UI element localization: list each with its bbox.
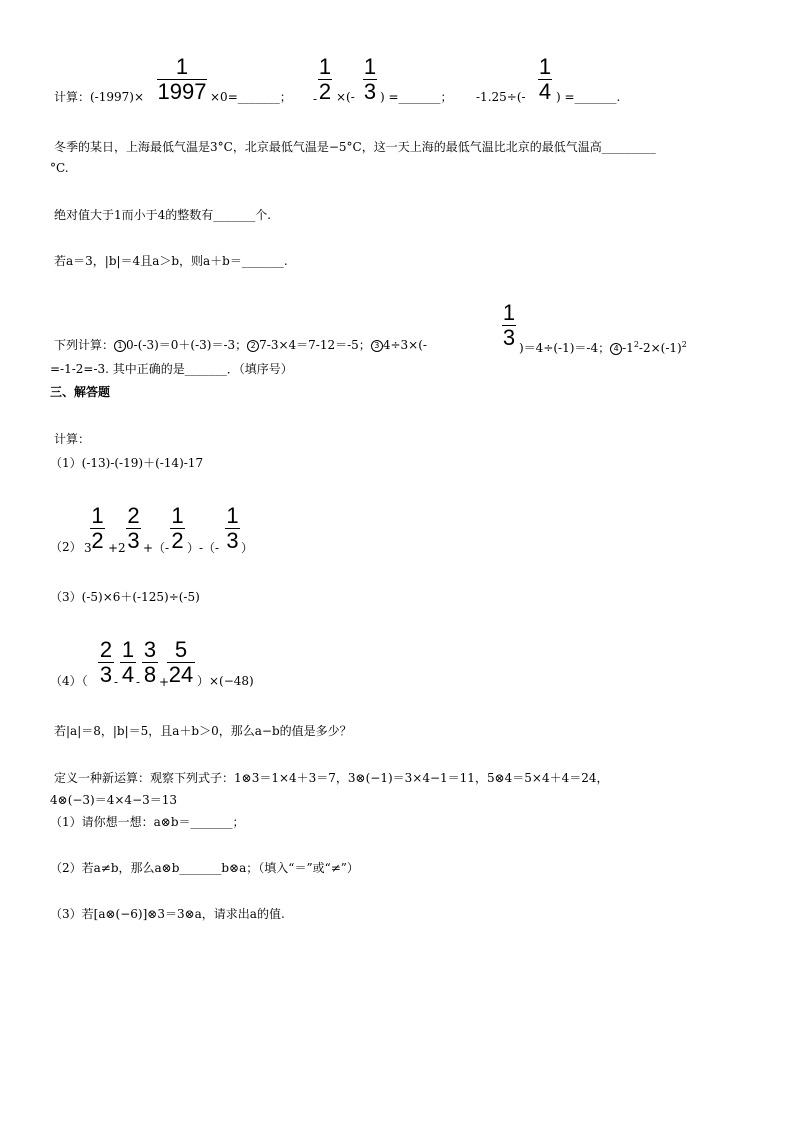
calc-op: +2 xyxy=(108,541,126,555)
fraction-denominator: 3 xyxy=(127,528,140,553)
calc-part-1: （1）(-13)-(-19)＋(-14)-17 xyxy=(50,456,204,470)
q3-text: 绝对值大于1而小于4的整数有_______个. xyxy=(54,208,272,222)
q1-text-5: ) =_______； xyxy=(380,90,453,104)
q5-line-1-tail xyxy=(519,337,687,356)
q5-item-1: 0-(-3)＝0＋(-3)＝-3； xyxy=(126,338,248,352)
fraction-1-2 xyxy=(318,56,332,103)
q2-line-2: °C. xyxy=(50,161,69,175)
fraction-denominator: 1997 xyxy=(157,79,207,104)
fraction-denominator: 4 xyxy=(538,79,552,104)
fraction-1-3 xyxy=(225,505,240,552)
fraction-3-8 xyxy=(142,639,158,686)
fraction-numerator: 3 xyxy=(143,637,157,662)
fraction-2-3 xyxy=(98,639,114,686)
calc-op: ） xyxy=(241,541,254,555)
q1-text-6: -1.25÷(- xyxy=(476,90,526,104)
q5-item-4-b: -2×(-1) xyxy=(638,341,682,355)
q5-line-2: =-1-2=-3. 其中正确的是_______．（填序号） xyxy=(50,362,293,376)
superscript: 2 xyxy=(681,340,687,349)
q4-text: 若a＝3，|b|＝4且a＞b，则a＋b＝_______. xyxy=(54,254,288,268)
q5-item-2: 7-3×4＝7-12＝-5； xyxy=(259,338,371,352)
calc-part-2-label: （2） xyxy=(50,540,82,554)
fraction-denominator: 2 xyxy=(318,79,332,104)
circled-number-2: 2 xyxy=(247,340,259,352)
fraction-denominator: 3 xyxy=(363,79,377,104)
fraction-denominator: 3 xyxy=(226,528,239,553)
fraction-numerator: 1 xyxy=(318,54,332,79)
q8-line-1: 定义一种新运算：观察下列式子：1⊗3＝1×4＋3＝7，3⊗(−1)＝3×4−1＝11，5⊗4＝5×4＋4＝24， xyxy=(54,771,609,785)
q1-text-7: ) =_______. xyxy=(556,90,621,104)
calc-part-4-label: （4）（ xyxy=(50,674,88,688)
fraction-2-3 xyxy=(126,505,141,552)
calc-part-4-end: ）×(−48) xyxy=(197,674,254,688)
fraction-1-3 xyxy=(363,56,377,103)
circled-number-3: 3 xyxy=(371,340,383,352)
q5-item-4-a: -1 xyxy=(622,341,634,355)
calc-op: - xyxy=(136,675,141,689)
fraction-denominator: 3 xyxy=(502,325,516,350)
q5-fraction-1-3 xyxy=(502,302,516,349)
q1-text-3: - xyxy=(313,92,318,106)
fraction-numerator: 1 xyxy=(538,54,552,79)
fraction-numerator: 1 xyxy=(121,637,135,662)
circled-number-4: 4 xyxy=(610,343,622,355)
fraction-numerator: 1 xyxy=(91,503,104,528)
q1-text-2: ×0=_______； xyxy=(210,90,292,104)
q5-line-1 xyxy=(54,337,427,353)
q1-text-1: 计算：(-1997)× xyxy=(54,90,145,104)
fraction-numerator: 2 xyxy=(127,503,140,528)
mixed-whole: 3 xyxy=(84,541,92,555)
fraction-1-2 xyxy=(90,505,105,552)
fraction-1-2 xyxy=(170,505,185,552)
calc-op: + xyxy=(159,675,170,689)
superscript: 2 xyxy=(633,340,639,349)
q5-intro: 下列计算： xyxy=(54,338,115,352)
fraction-numerator: 1 xyxy=(175,54,189,79)
q8-part-1: （1）请你想一想：a⊗b＝_______； xyxy=(50,815,245,829)
calc-part-3: （3）(-5)×6＋(-125)÷(-5) xyxy=(50,590,200,604)
q8-line-2: 4⊗(−3)＝4×4−3＝13 xyxy=(50,793,178,807)
fraction-numerator: 2 xyxy=(99,637,113,662)
section-title: 三、解答题 xyxy=(50,385,111,399)
calc-intro: 计算： xyxy=(54,432,91,446)
q8-part-3: （3）若[a⊗(−6)]⊗3＝3⊗a，请求出a的值. xyxy=(50,907,285,921)
fraction-1-4 xyxy=(538,56,552,103)
calc-op: ）-（- xyxy=(187,541,220,555)
fraction-denominator: 3 xyxy=(99,662,113,687)
fraction-numerator: 1 xyxy=(226,503,239,528)
fraction-denominator: 4 xyxy=(121,662,135,687)
q2-line-1: 冬季的某日，上海最低气温是3°C，北京最低气温是−5°C，这一天上海的最低气温比北京的最低气温高_________ xyxy=(54,140,656,154)
calc-op: - xyxy=(114,675,119,689)
q5-item-3-a: 4÷3×(- xyxy=(382,338,427,352)
q7-text: 若|a|＝8，|b|＝5，且a＋b＞0，那么a−b的值是多少？ xyxy=(54,724,352,738)
q8-part-2: （2）若a≠b，那么a⊗b_______b⊗a；（填入“＝”或“≠”） xyxy=(50,861,359,875)
fraction-1-4 xyxy=(120,639,136,686)
fraction-denominator: 2 xyxy=(91,528,104,553)
fraction-denominator: 2 xyxy=(171,528,184,553)
fraction-denominator: 8 xyxy=(143,662,157,687)
fraction-1-1997 xyxy=(157,56,207,103)
q5-item-3-b: )＝4÷(-1)＝-4； xyxy=(519,341,611,355)
fraction-numerator: 5 xyxy=(174,637,188,662)
circled-number-1: 1 xyxy=(114,340,126,352)
fraction-numerator: 1 xyxy=(171,503,184,528)
fraction-numerator: 1 xyxy=(502,300,516,325)
fraction-denominator: 24 xyxy=(168,662,194,687)
q1-text-4: ×(- xyxy=(336,90,355,104)
fraction-numerator: 1 xyxy=(363,54,377,79)
fraction-5-24 xyxy=(167,639,195,686)
calc-op: +（- xyxy=(143,541,170,555)
